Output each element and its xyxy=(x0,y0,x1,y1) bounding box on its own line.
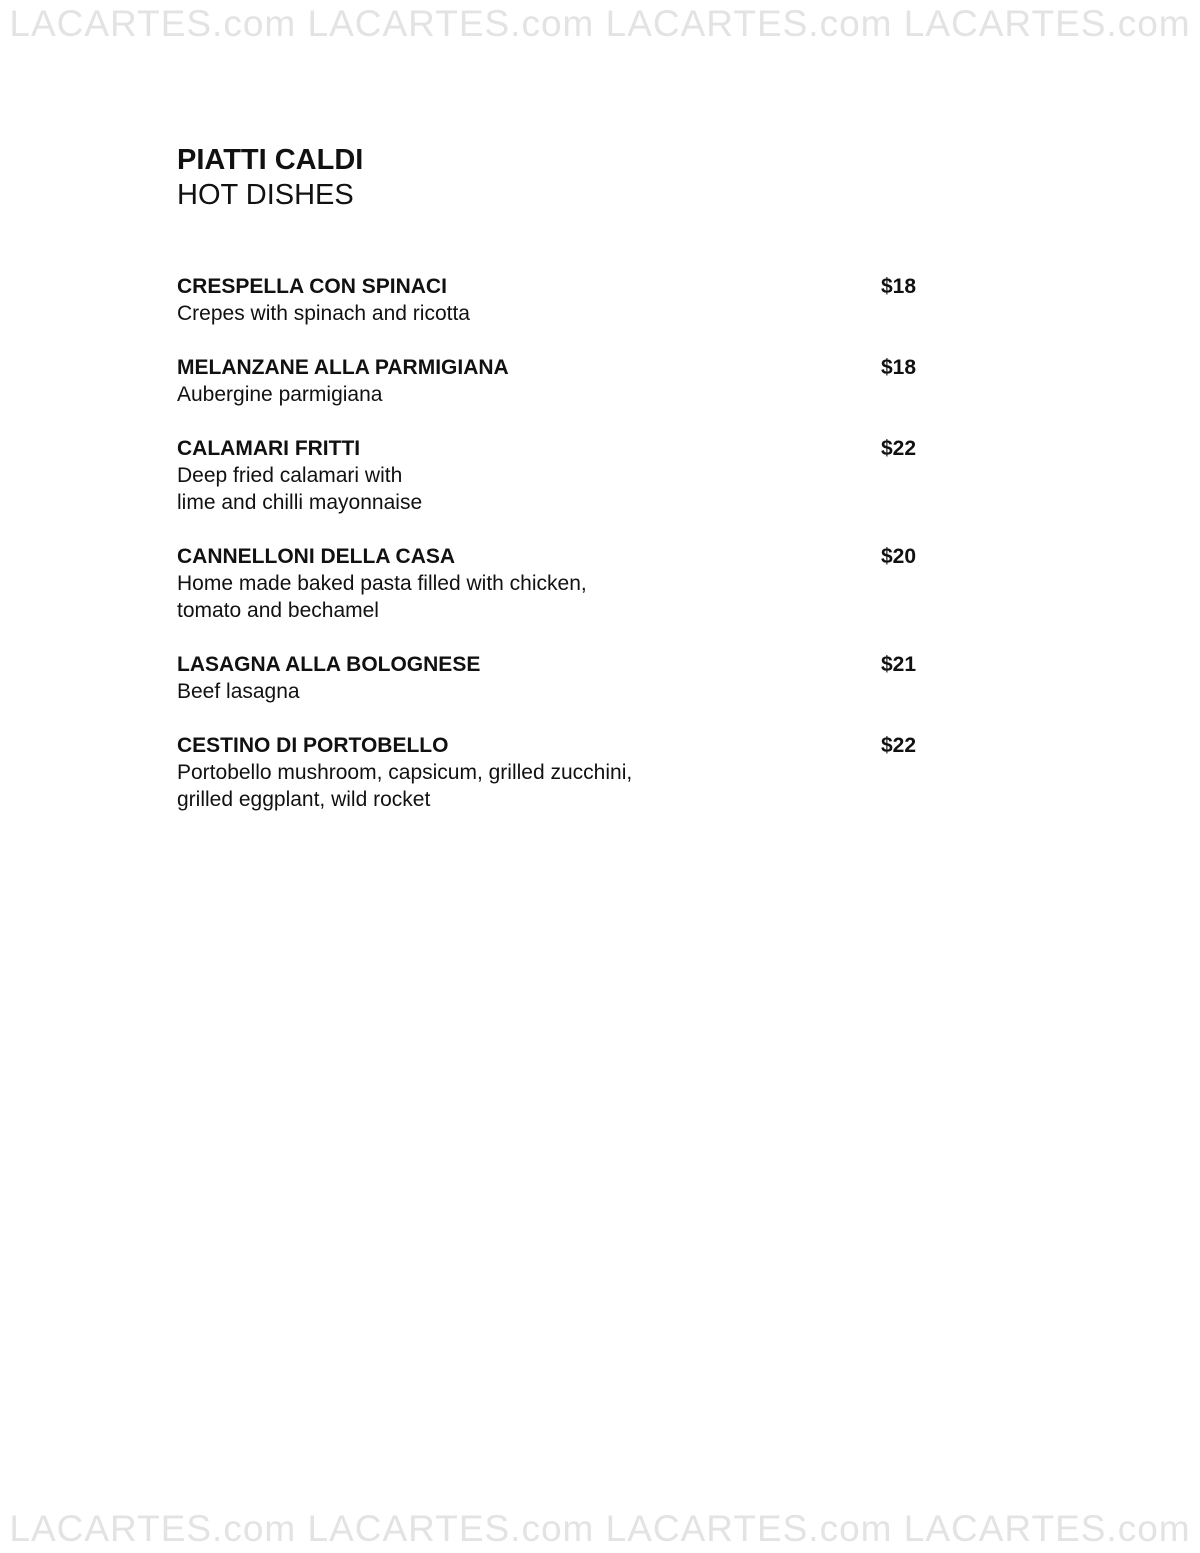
item-price: $18 xyxy=(881,356,917,379)
item-description-line: grilled eggplant, wild rocket xyxy=(177,788,431,811)
item-description-line: lime and chilli mayonnaise xyxy=(177,491,423,514)
menu-item xyxy=(177,732,927,813)
item-description-line: Portobello mushroom, capsicum, grilled zucchini, xyxy=(177,761,633,784)
item-name: CALAMARI FRITTI xyxy=(177,437,361,460)
item-description-line: Crepes with spinach and ricotta xyxy=(177,302,470,325)
item-name: CESTINO DI PORTOBELLO xyxy=(177,734,449,757)
item-description-line: Home made baked pasta filled with chicken, xyxy=(177,572,587,595)
item-price: $21 xyxy=(881,653,917,676)
item-description-line: Beef lasagna xyxy=(177,680,300,703)
item-name: CANNELLONI DELLA CASA xyxy=(177,545,456,568)
menu-items-list xyxy=(177,273,927,813)
item-price: $20 xyxy=(881,545,917,568)
section-title: PIATTI CALDI xyxy=(177,144,364,176)
item-name: LASAGNA ALLA BOLOGNESE xyxy=(177,653,481,676)
item-description-line: Deep fried calamari with xyxy=(177,464,403,487)
menu-item xyxy=(177,543,927,624)
menu-item xyxy=(177,651,927,705)
menu-item xyxy=(177,273,927,327)
item-price: $22 xyxy=(881,437,917,460)
item-description-line: tomato and bechamel xyxy=(177,599,379,622)
item-price: $22 xyxy=(881,734,917,757)
item-name: MELANZANE ALLA PARMIGIANA xyxy=(177,356,509,379)
watermark-top: LACARTES.com LACARTES.com LACARTES.com LACARTES.com xyxy=(9,3,1191,44)
menu-item xyxy=(177,435,927,516)
menu-item xyxy=(177,354,927,408)
watermark-bottom: LACARTES.com LACARTES.com LACARTES.com LACARTES.com xyxy=(9,1508,1191,1549)
item-description-line: Aubergine parmigiana xyxy=(177,383,383,406)
section-subtitle: HOT DISHES xyxy=(177,179,354,211)
menu-page xyxy=(177,143,927,840)
item-name: CRESPELLA CON SPINACI xyxy=(177,275,447,298)
item-price: $18 xyxy=(881,275,917,298)
